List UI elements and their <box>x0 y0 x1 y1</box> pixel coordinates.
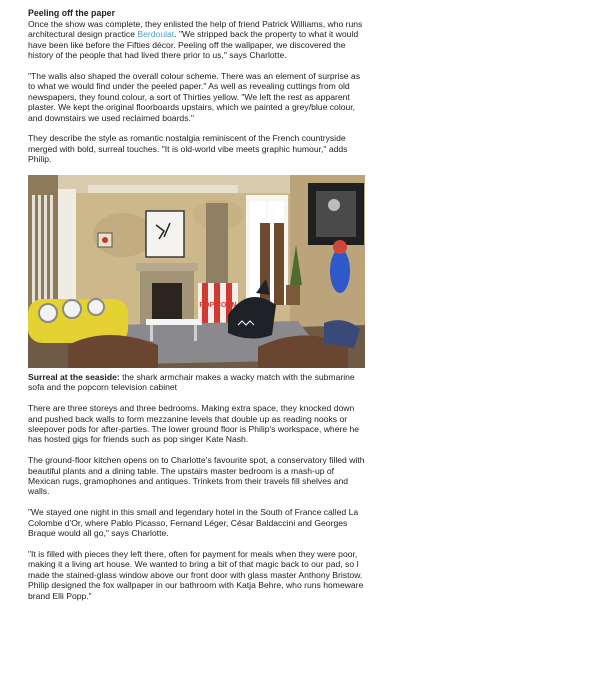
paragraph-4: There are three storeys and three bedrooms. Making extra space, they knocked down and pushed back walls to form mezzanine levels that double up as reading nooks or sleepover pods for after-parties. The lower ground floor is Philip's workspace, where he has hosted gigs for friends such as pop singer Kate Nash. <box>28 403 360 445</box>
berdoulat-link[interactable]: Berdoulat <box>137 29 175 40</box>
living-room-photo <box>28 175 365 368</box>
paragraph-5: The ground-floor kitchen opens on to Charlotte's favourite spot, a conservatory filled with beautiful plants and a dining table. The upstairs master bedroom is a mash-up of Mexican rugs, gramophones and antiques. Trinkets from their travels fill shelves and walls. <box>28 455 365 497</box>
paragraph-6: "We stayed one night in this small and legendary hotel in the South of France called La Colombe d'Or, where Pablo Picasso, Fernand Léger, César Baldaccini and Georges Braque would all go," says Charlotte. <box>28 507 359 539</box>
paragraph-7: "It is filled with pieces they left there, often for payment for meals when they were poor, making it a living art house. We wanted to bring a bit of that magic back to our pad, so I made the stained-glass window above our front door with glass master Anthony Bristow. Philip designed the fox wallpaper in our bathroom with Katja Behre, who runs homeware brand Elli Popp." <box>28 548 364 601</box>
caption-text: the shark armchair makes a wacky match with the submarine sofa and the popcorn television cabinet <box>28 372 355 393</box>
paragraph-3: They describe the style as romantic nostalgia reminiscent of the French countryside merged with bold, surreal touches. "It is old-world vibe meets graphic humour," adds Philip. <box>28 133 348 165</box>
paragraph-1 <box>28 19 368 61</box>
popcorn-text: POP CORN <box>199 302 237 310</box>
section-heading: Peeling off the paper <box>28 8 116 18</box>
paragraph-1-text-b: . "We stripped back the property to what it would have been like before the Fifties décor. Peeling off the wallpaper, we discovered the history of the people that had lived there prior to us," says Charlotte. <box>28 29 359 61</box>
paragraph-1-text-a: Once the show was complete, they enlisted the help of friend Patrick Williams, who runs architectural design practice <box>28 19 363 40</box>
photo-caption <box>28 372 368 393</box>
caption-title: Surreal at the seaside: <box>28 372 120 383</box>
paragraph-2: "The walls also shaped the overall colour scheme. There was an element of surprise as to what we would find under the peeled paper." As well as revealing cuttings from old newspapers, they found colour, a sort of Thirties yellow. "We left the rest as apparent plaster. We kept the original floorboards upstairs, which we painted a grey/blue colour, and downstairs we used reclaimed boards." <box>28 71 361 123</box>
article-body <box>28 8 368 611</box>
